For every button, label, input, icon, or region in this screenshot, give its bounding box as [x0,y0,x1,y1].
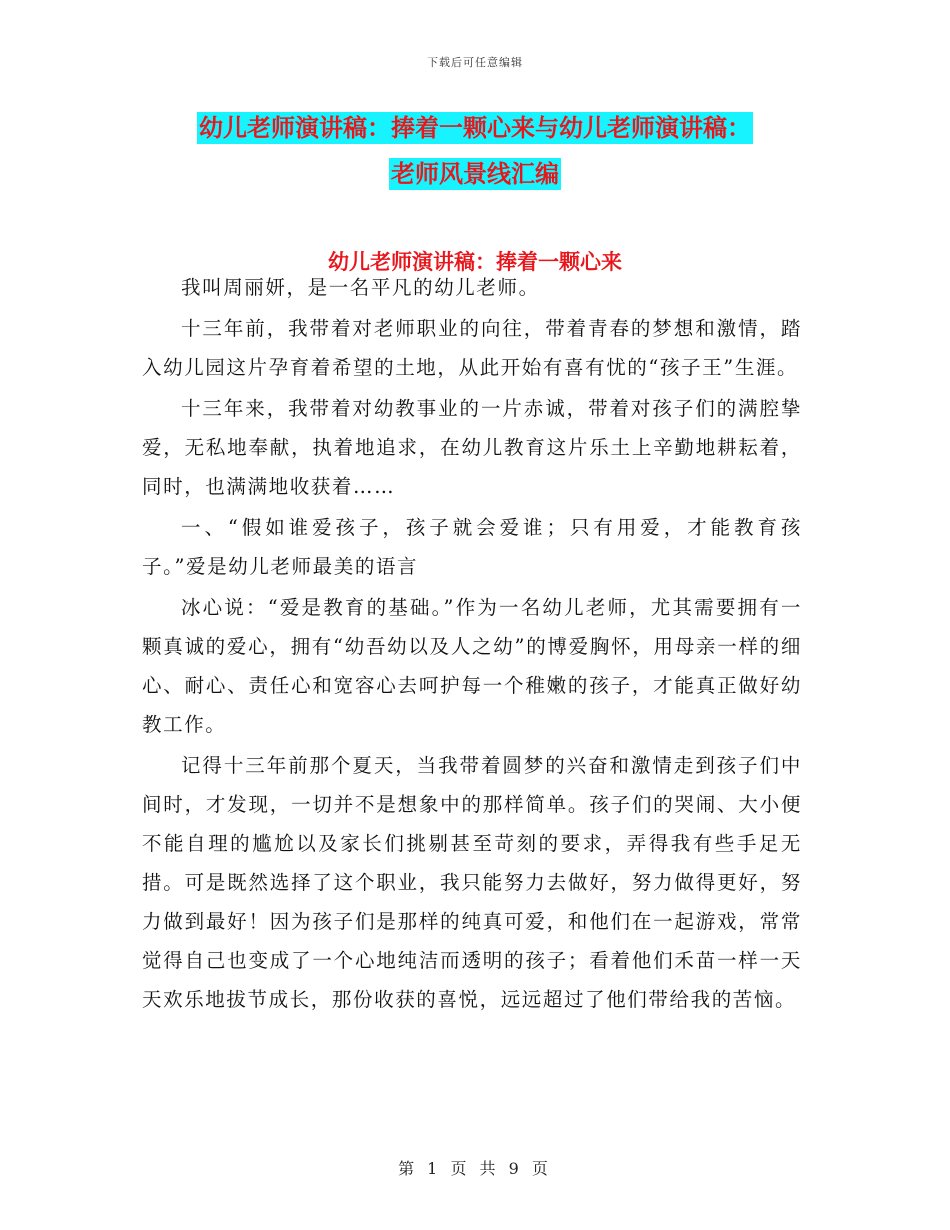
header-note: 下载后可任意编辑 [427,56,523,69]
title-highlight: 老师风景线汇编 [391,160,559,188]
paragraph: 记得十三年前那个夏天，当我带着圆梦的兴奋和激情走到孩子们中间时，才发现，一切并不是想象中的那样简单。孩子们的哭闹、大小便不能自理的尴尬以及家长们挑剔甚至苛刻的要求，弄得我有些手足无措。可是既然选择了这个职业，我只能努力去做好，努力做得更好，努力做到最好！因为孩子们是那样的纯真可爱，和他们在一起游戏，常常觉得自己也变成了一个心地纯洁而透明的孩子；看着他们禾苗一样一天天欢乐地拔节成长，那份收获的喜悦，远远超过了他们带给我的苦恼。 [142,754,802,1011]
paragraph: 我叫周丽妍，是一名平凡的幼儿老师。 [181,276,540,299]
page-number-footer: 第 1 页 共 9 页 [398,1159,552,1178]
section-title: 幼儿老师演讲稿：捧着一颗心来 [328,250,622,274]
title-highlight: 幼儿老师演讲稿：捧着一颗心来与幼儿老师演讲稿： [199,114,751,142]
paragraph: 冰心说：“爱是教育的基础。”作为一名幼儿老师，尤其需要拥有一颗真诚的爱心，拥有“幼吾幼以及人之幼”的博爱胸怀，用母亲一样的细心、耐心、责任心和宽容心去呵护每一个稚嫩的孩子，才能真正做好幼教工作。 [142,596,802,736]
paragraph: 十三年来，我带着对幼教事业的一片赤诚，带着对孩子们的满腔挚爱，无私地奉献，执着地追求，在幼儿教育这片乐土上辛勤地耕耘着，同时，也满满地收获着…… [142,397,802,498]
body-text [142,268,802,1021]
document-title-line-2 [0,156,950,192]
document-title-line-1 [0,110,950,146]
paragraph: 一、“假如谁爱孩子，孩子就会爱谁；只有用爱，才能教育孩子。”爱是幼儿老师最美的语言 [142,516,802,578]
paragraph: 十三年前，我带着对老师职业的向往，带着青春的梦想和激情，踏入幼儿园这片孕育着希望的土地，从此开始有喜有忧的“孩子王”生涯。 [142,317,802,379]
